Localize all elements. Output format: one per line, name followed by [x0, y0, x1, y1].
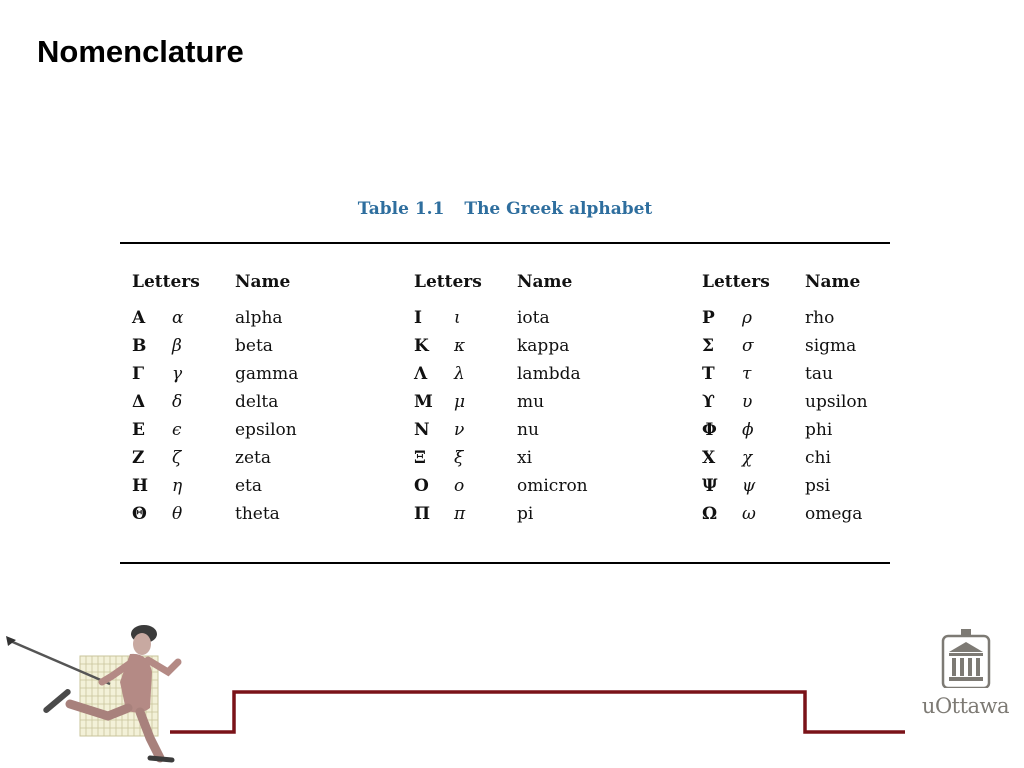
- letter-name: beta: [235, 336, 273, 356]
- lower-letter: ψ: [742, 476, 756, 496]
- greek-column-2: [414, 272, 588, 532]
- upper-letter: Ο: [414, 476, 429, 496]
- upper-letter: Ω: [702, 504, 718, 524]
- header-letters: Letters: [702, 272, 770, 292]
- table-row: [702, 364, 868, 392]
- letter-name: phi: [805, 420, 833, 440]
- letter-name: upsilon: [805, 392, 868, 412]
- lower-letter: κ: [454, 336, 466, 356]
- upper-letter: Ξ: [414, 448, 426, 468]
- table-row: [702, 420, 868, 448]
- upper-letter: Η: [132, 476, 149, 496]
- table-row: [132, 392, 298, 420]
- table-row: [132, 476, 298, 504]
- upper-letter: Μ: [414, 392, 433, 412]
- table-row: [702, 392, 868, 420]
- upper-letter: Ψ: [702, 476, 718, 496]
- letter-name: delta: [235, 392, 279, 412]
- table-row: [702, 448, 868, 476]
- lower-letter: ω: [742, 504, 756, 524]
- letter-name: omega: [805, 504, 863, 524]
- table-caption-title: The Greek alphabet: [464, 199, 653, 219]
- table-row: [702, 308, 868, 336]
- upper-letter: Σ: [702, 336, 715, 356]
- letter-name: tau: [805, 364, 833, 384]
- letter-name: lambda: [517, 364, 581, 384]
- table-row: [132, 336, 298, 364]
- table-row: [414, 336, 588, 364]
- letter-name: iota: [517, 308, 550, 328]
- letter-name: epsilon: [235, 420, 297, 440]
- header-name: Name: [235, 272, 291, 292]
- lower-letter: π: [454, 504, 466, 524]
- table-row: [132, 420, 298, 448]
- upper-letter: Θ: [132, 504, 147, 524]
- column-header: [132, 272, 298, 298]
- lower-letter: ξ: [454, 448, 464, 468]
- letter-name: xi: [517, 448, 533, 468]
- lower-letter: ο: [454, 476, 465, 496]
- upper-letter: Τ: [702, 364, 715, 384]
- letter-name: mu: [517, 392, 545, 412]
- upper-letter: Ι: [414, 308, 422, 328]
- table-caption-number: Table 1.1: [357, 199, 445, 219]
- letter-name: gamma: [235, 364, 299, 384]
- letter-name: pi: [517, 504, 534, 524]
- building-icon: [941, 628, 991, 688]
- slide-title: Nomenclature: [37, 34, 244, 69]
- table-bottom-rule: [120, 562, 890, 564]
- lower-letter: ι: [454, 308, 461, 328]
- letter-name: zeta: [235, 448, 271, 468]
- table-row: [414, 448, 588, 476]
- lower-letter: ζ: [172, 448, 182, 468]
- upper-letter: Β: [132, 336, 147, 356]
- upper-letter: Κ: [414, 336, 429, 356]
- upper-letter: Α: [132, 308, 146, 328]
- table-top-rule: [120, 242, 890, 244]
- header-name: Name: [805, 272, 861, 292]
- table-row: [702, 336, 868, 364]
- lower-letter: η: [172, 476, 183, 496]
- upper-letter: Λ: [414, 364, 428, 384]
- table-row: [414, 392, 588, 420]
- column-header: [414, 272, 588, 298]
- upper-letter: Ρ: [702, 308, 715, 328]
- letter-name: omicron: [517, 476, 588, 496]
- upper-letter: Γ: [132, 364, 145, 384]
- table-row: [414, 476, 588, 504]
- lower-letter: ρ: [742, 308, 752, 328]
- greek-column-3: [702, 272, 868, 532]
- table-row: [702, 476, 868, 504]
- runner-illustration: [0, 612, 200, 768]
- table-row: [414, 308, 588, 336]
- lower-letter: α: [172, 308, 184, 328]
- table-row: [132, 364, 298, 392]
- uottawa-logo: [918, 628, 1013, 718]
- header-letters: Letters: [414, 272, 482, 292]
- upper-letter: Ε: [132, 420, 145, 440]
- header-name: Name: [517, 272, 573, 292]
- logo-text: uOttawa: [921, 694, 1010, 718]
- lower-letter: ϵ: [172, 420, 182, 440]
- upper-letter: Π: [414, 504, 431, 524]
- table-row: [414, 504, 588, 532]
- footer-line-path: [170, 692, 905, 732]
- lower-letter: λ: [454, 364, 465, 384]
- letter-name: rho: [805, 308, 835, 328]
- lower-letter: υ: [742, 392, 753, 412]
- table-row: [702, 504, 868, 532]
- upper-letter: Φ: [702, 420, 717, 440]
- upper-letter: Ζ: [132, 448, 145, 468]
- lower-letter: σ: [742, 336, 754, 356]
- header-letters: Letters: [132, 272, 200, 292]
- upper-letter: Ν: [414, 420, 430, 440]
- lower-letter: ν: [454, 420, 465, 440]
- table-row: [414, 420, 588, 448]
- lower-letter: χ: [742, 448, 753, 468]
- letter-name: kappa: [517, 336, 570, 356]
- column-header: [702, 272, 868, 298]
- table-row: [414, 364, 588, 392]
- letter-name: psi: [805, 476, 831, 496]
- greek-column-1: [132, 272, 298, 532]
- table-row: [132, 504, 298, 532]
- upper-letter: Χ: [702, 448, 716, 468]
- table-caption: [120, 199, 890, 219]
- lower-letter: ϕ: [742, 420, 754, 440]
- letter-name: eta: [235, 476, 263, 496]
- table-row: [132, 308, 298, 336]
- letter-name: nu: [517, 420, 539, 440]
- lower-letter: μ: [454, 392, 466, 412]
- lower-letter: θ: [172, 504, 183, 524]
- letter-name: chi: [805, 448, 831, 468]
- upper-letter: ϒ: [702, 392, 715, 412]
- lower-letter: τ: [742, 364, 752, 384]
- letter-name: theta: [235, 504, 280, 524]
- lower-letter: δ: [172, 392, 183, 412]
- letter-name: alpha: [235, 308, 283, 328]
- lower-letter: β: [172, 336, 182, 356]
- lower-letter: γ: [172, 364, 183, 384]
- table-row: [132, 448, 298, 476]
- upper-letter: Δ: [132, 392, 146, 412]
- letter-name: sigma: [805, 336, 857, 356]
